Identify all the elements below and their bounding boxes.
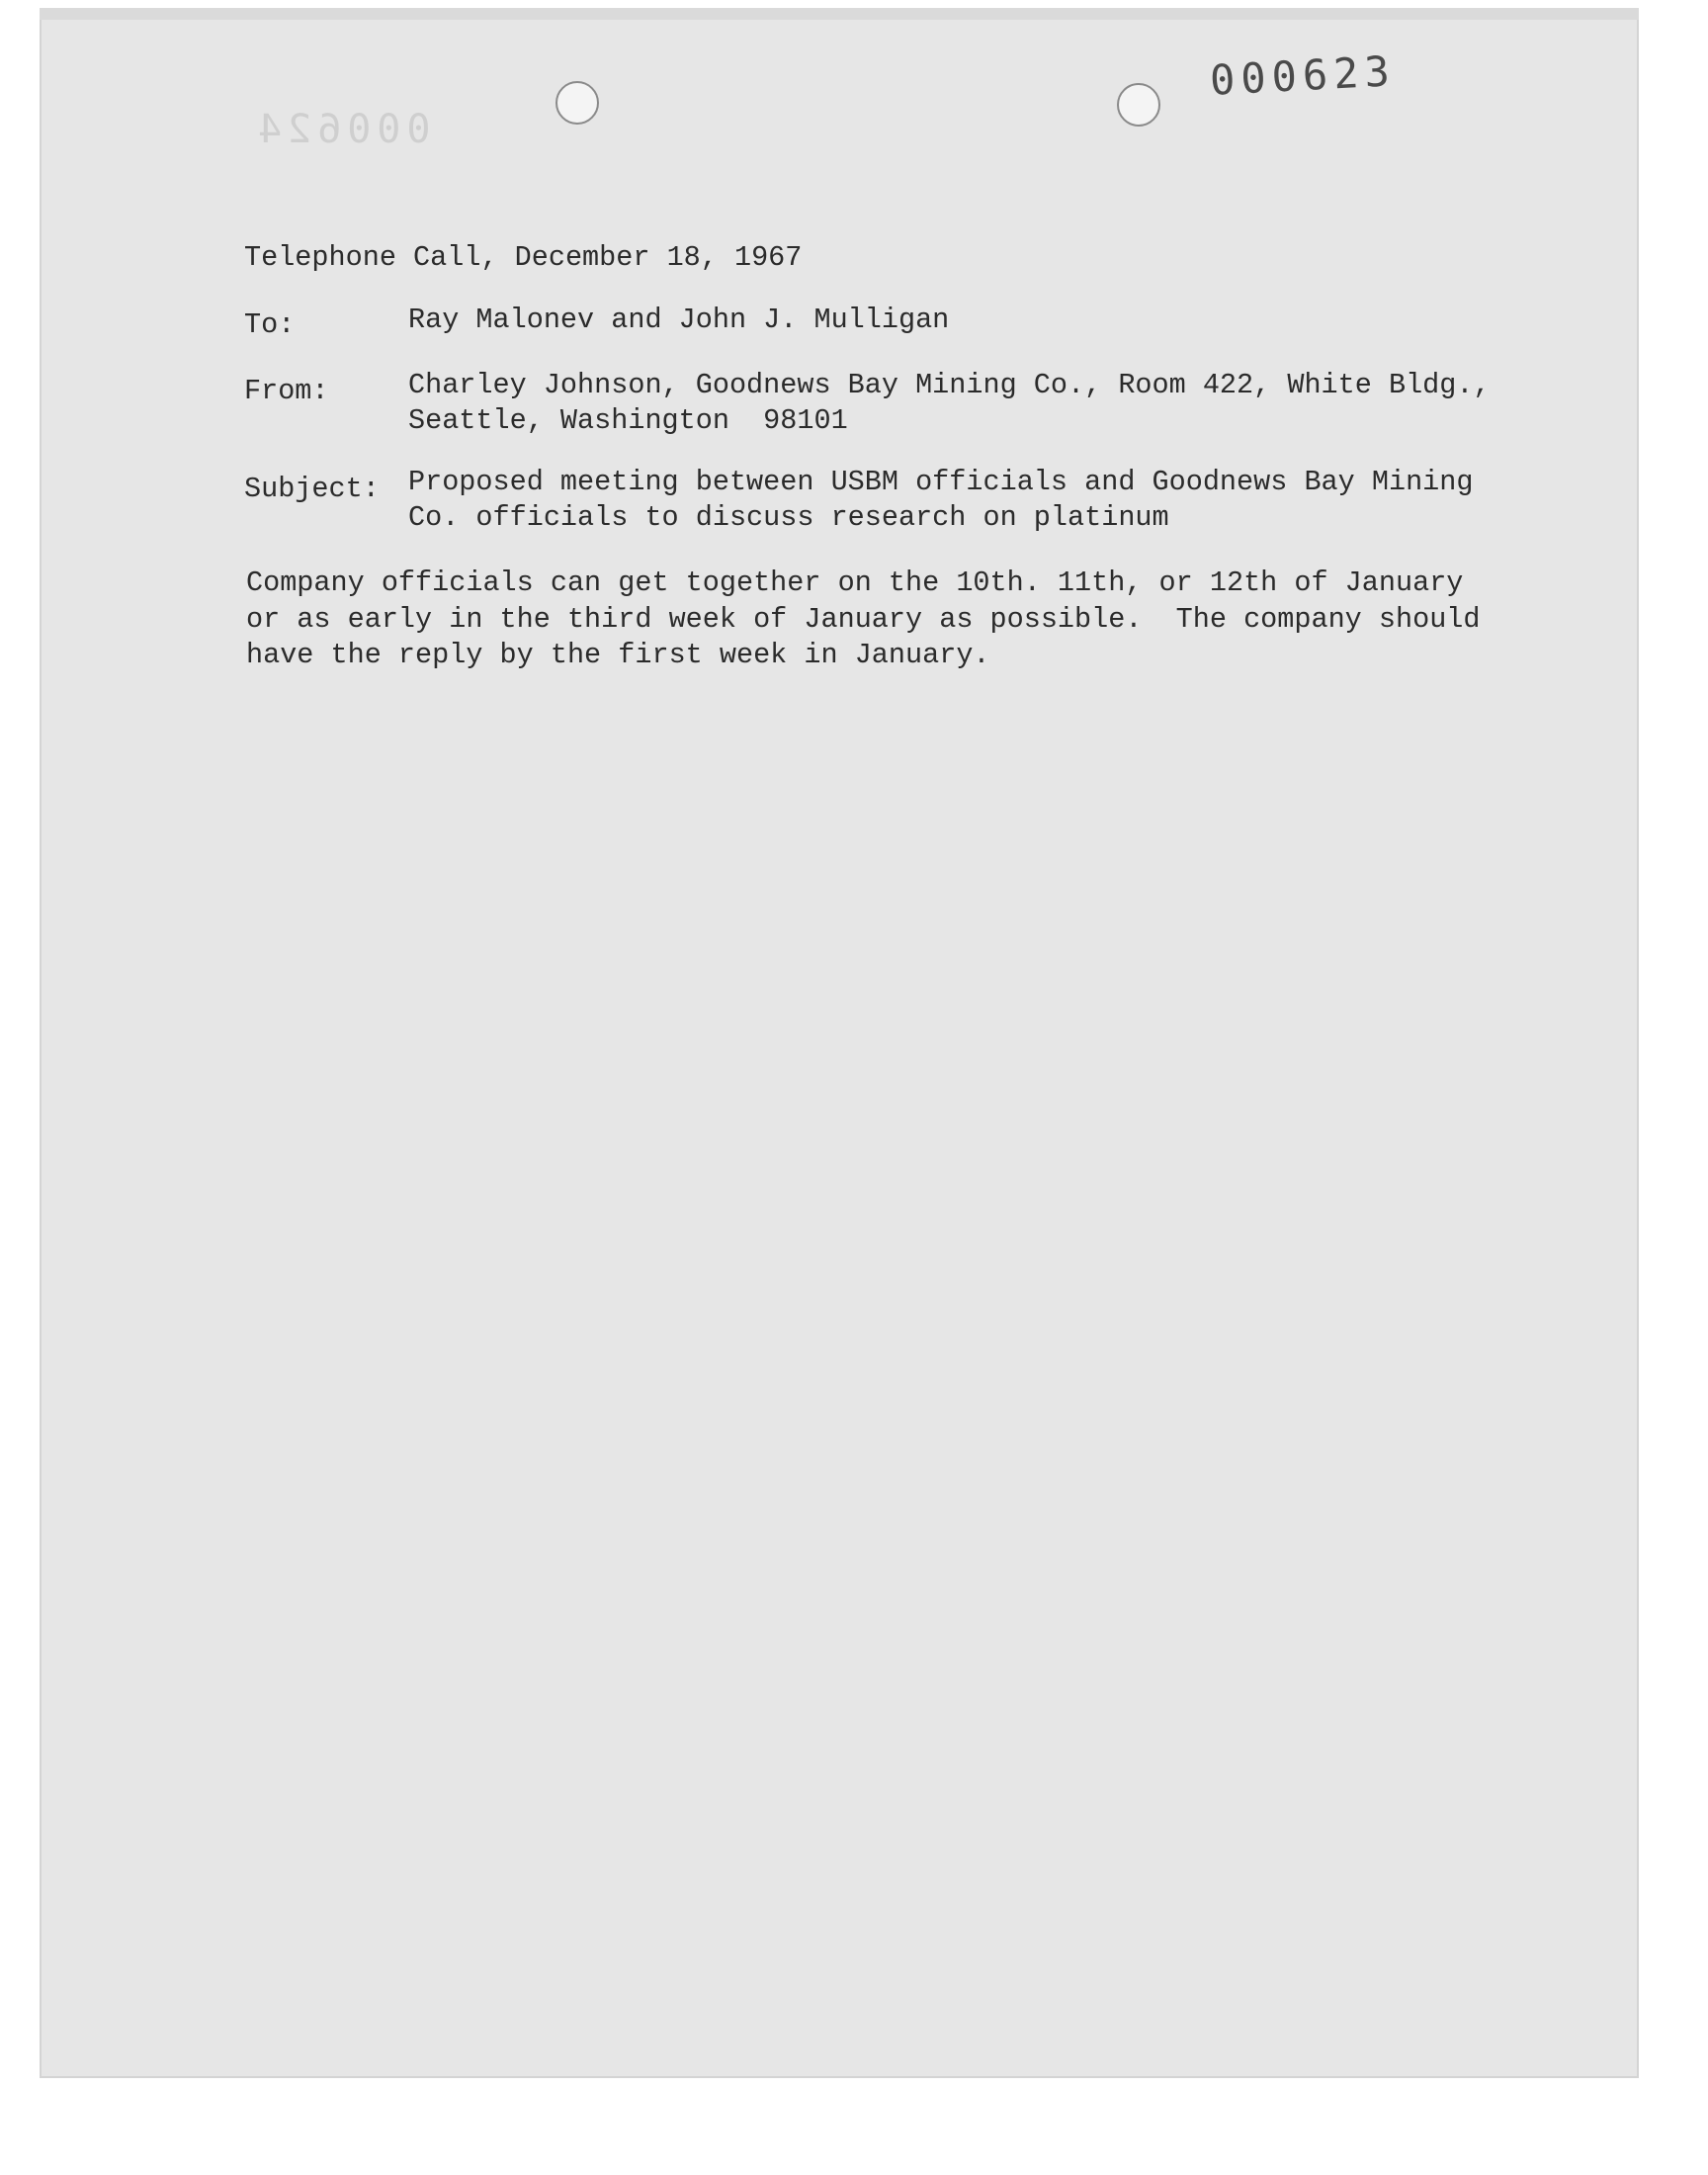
from-address-line: Seattle, Washington 98101	[408, 404, 848, 437]
to-recipients: Ray Malonev and John J. Mulligan	[408, 304, 950, 336]
page-edge-shadow	[40, 8, 1639, 20]
body-line-2: or as early in the third week of January as possible. The company should	[246, 603, 1481, 636]
bleed-through-number: 000624	[252, 107, 431, 152]
memo-page	[40, 8, 1639, 2078]
subject-line-1: Proposed meeting between USBM officials and Goodnews Bay Mining	[408, 466, 1474, 498]
body-line-3: have the reply by the first week in January.	[246, 639, 990, 671]
document-stamp-number: 000623	[1208, 46, 1397, 105]
from-sender-line: Charley Johnson, Goodnews Bay Mining Co., Room 422, White Bldg.,	[408, 369, 1491, 401]
memo-title: Telephone Call, December 18, 1967	[244, 241, 803, 274]
subject-line-2: Co. officials to discuss research on platinum	[408, 501, 1169, 534]
from-label: From:	[244, 375, 329, 407]
subject-label: Subject:	[244, 473, 380, 505]
to-label: To:	[244, 308, 296, 341]
punch-hole-left	[555, 81, 599, 125]
body-line-1: Company officials can get together on the 10th. 11th, or 12th of January	[246, 566, 1464, 599]
punch-hole-right	[1117, 83, 1160, 127]
